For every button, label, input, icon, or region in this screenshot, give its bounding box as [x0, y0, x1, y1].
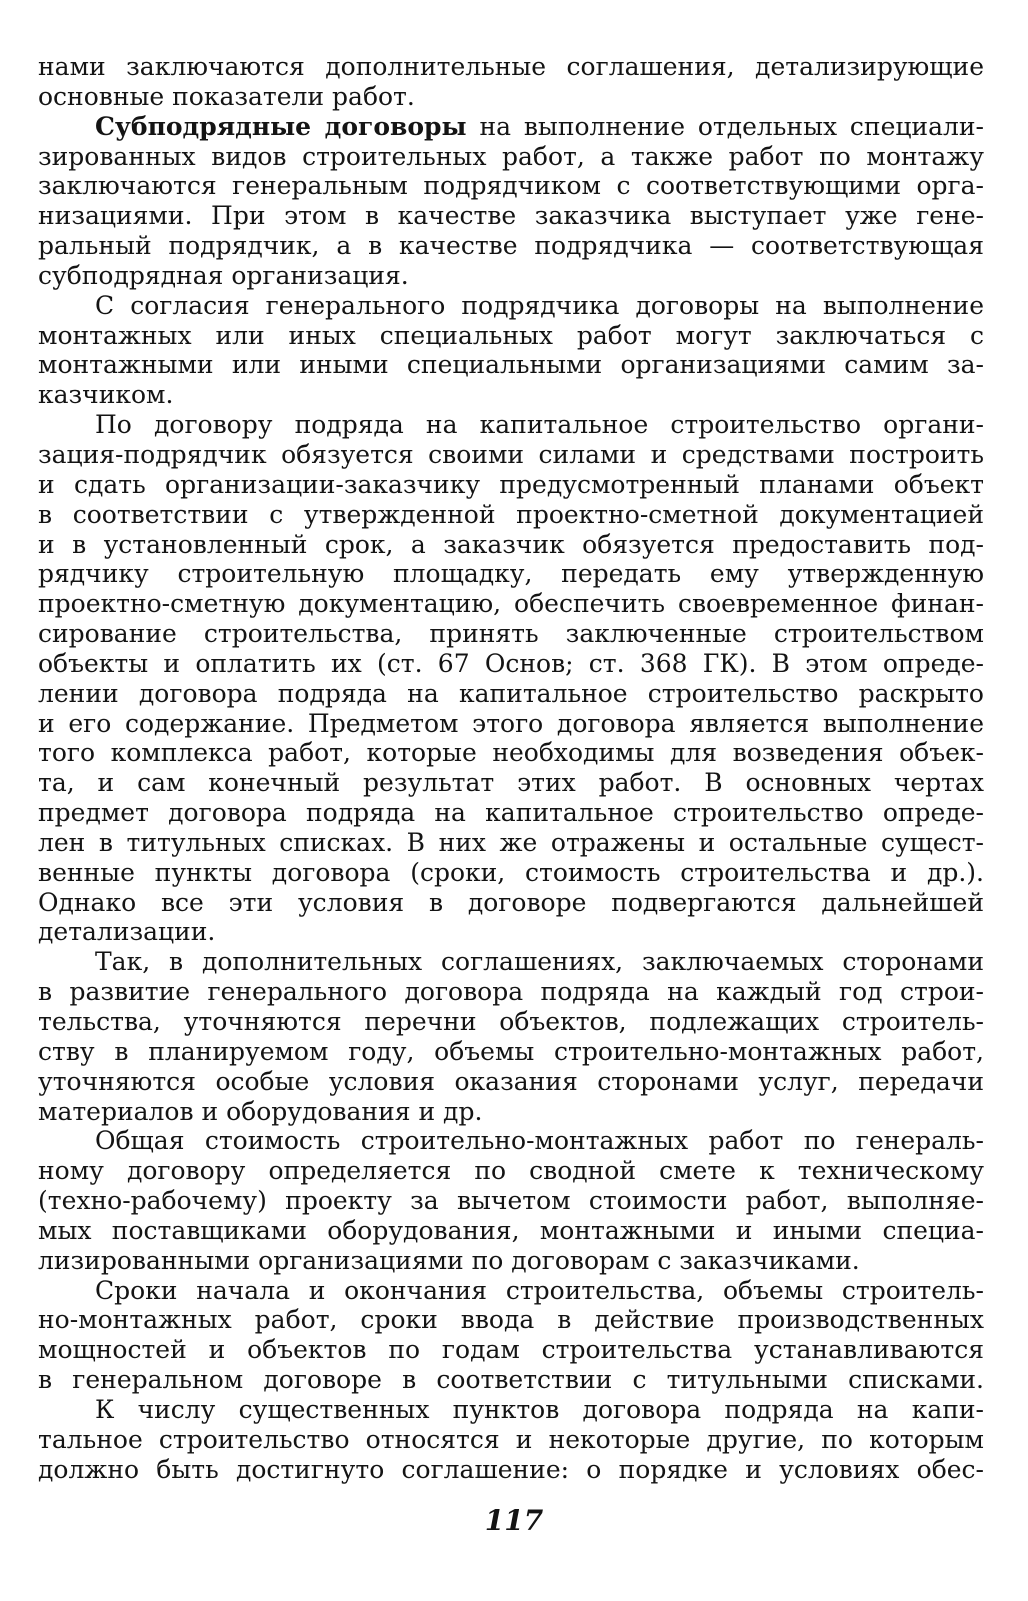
text-line	[38, 112, 984, 142]
line-text: материалов и оборудования и др.	[38, 1096, 483, 1126]
line-text: предмет договора подряда на капитальное строительство опреде-	[38, 798, 984, 828]
line-text: ству в планируемом году, объемы строительно-монтажных работ,	[38, 1036, 984, 1066]
line-text: ральный подрядчик, а в качестве подрядчика — соответствующая	[38, 231, 984, 261]
line-text: и в установленный срок, а заказчик обязуется предоставить под-	[38, 529, 984, 559]
text-line	[38, 1126, 984, 1156]
page-number: 117	[484, 1504, 544, 1537]
line-text: лен в титульных списках. В них же отражены и остальные сущест-	[38, 827, 984, 857]
text-line	[38, 1007, 984, 1037]
line-text: тальное строительство относятся и некоторые другие, по которым	[38, 1424, 984, 1454]
line-text: ному договору определяется по сводной смете к техническому	[38, 1156, 984, 1186]
text-line	[38, 888, 984, 918]
line-text: того комплекса работ, которые необходимы для возведения объек-	[38, 738, 984, 768]
text-line	[38, 1097, 984, 1127]
text-line	[38, 917, 984, 947]
text-line	[38, 380, 984, 410]
text-line	[38, 1455, 984, 1485]
text-line	[38, 1037, 984, 1067]
text-line	[38, 947, 984, 977]
bold-term: Субподрядные договоры	[95, 111, 467, 141]
text-line	[38, 858, 984, 888]
text-line	[38, 828, 984, 858]
text-line	[38, 261, 984, 291]
line-text: тельства, уточняются перечни объектов, подлежащих строитель-	[38, 1007, 984, 1036]
text-line	[38, 440, 984, 470]
text-line	[38, 1395, 984, 1425]
text-line	[38, 798, 984, 828]
line-text: низациями. При этом в качестве заказчика выступает уже гене-	[38, 201, 984, 231]
text-line	[38, 977, 984, 1007]
line-text: детализации.	[38, 917, 216, 947]
text-line	[38, 1246, 984, 1276]
line-text: К числу существенных пунктов договора подряда на капи-	[95, 1394, 984, 1424]
line-text: Однако все эти условия в договоре подвергаются дальнейшей	[38, 887, 984, 917]
line-text: лизированными организациями по договорам с заказчиками.	[38, 1245, 860, 1275]
text-line	[38, 1425, 984, 1455]
text-line	[38, 738, 984, 768]
line-text: сирование строительства, принять заключенные строительством	[38, 619, 984, 649]
line-text: мых поставщиками оборудования, монтажными и иными специа-	[38, 1215, 984, 1245]
text-line	[38, 1067, 984, 1097]
line-text: зация-подрядчик обязуется своими силами и средствами построить	[38, 439, 984, 469]
text-line	[38, 649, 984, 679]
line-text: монтажных или иных специальных работ могут заключаться с	[38, 320, 984, 350]
page-body	[38, 52, 984, 1485]
line-text: заключаются генеральным подрядчиком с соответствующими орга-	[38, 171, 984, 201]
text-line	[38, 559, 984, 589]
line-text: основные показатели работ.	[38, 81, 415, 111]
text-line	[38, 410, 984, 440]
text-line	[38, 142, 984, 172]
text-line	[38, 589, 984, 619]
text-line	[38, 321, 984, 351]
line-text: уточняются особые условия оказания сторонами услуг, передачи	[38, 1066, 984, 1096]
text-line	[38, 171, 984, 201]
text-line	[38, 619, 984, 649]
line-text: казчиком.	[38, 380, 174, 410]
text-line	[38, 1365, 984, 1395]
line-text: в соответствии с утвержденной проектно-сметной документацией	[38, 499, 984, 529]
text-line	[38, 350, 984, 380]
line-text: и сдать организации-заказчику предусмотренный планами объект	[38, 469, 984, 499]
line-text: субподрядная организация.	[38, 260, 409, 290]
line-text: в генеральном договоре в соответствии с титульными списками.	[38, 1365, 984, 1395]
text-line	[38, 709, 984, 739]
line-text: нами заключаются дополнительные соглашения, детализирующие	[38, 52, 984, 81]
line-text: Сроки начала и окончания строительства, объемы строитель-	[95, 1275, 984, 1305]
text-line	[38, 201, 984, 231]
text-line	[38, 1305, 984, 1335]
text-line	[38, 768, 984, 798]
line-text: объекты и оплатить их (ст. 67 Основ; ст. 368 ГК). В этом опреде-	[38, 648, 984, 678]
line-text: Так, в дополнительных соглашениях, заключаемых сторонами	[95, 947, 984, 977]
line-text: та, и сам конечный результат этих работ. В основных чертах	[38, 768, 984, 798]
line-text: По договору подряда на капитальное строительство органи-	[95, 410, 984, 440]
line-text: зированных видов строительных работ, а также работ по монтажу	[38, 141, 984, 171]
text-line	[38, 530, 984, 560]
line-text: и его содержание. Предметом этого договора является выполнение	[38, 708, 984, 738]
line-text: должно быть достигнуто соглашение: о порядке и условиях обес-	[38, 1454, 984, 1484]
text-line	[38, 1276, 984, 1306]
line-text: (техно-рабочему) проекту за вычетом стоимости работ, выполняе-	[38, 1186, 984, 1216]
text-line	[38, 231, 984, 261]
line-text: Общая стоимость строительно-монтажных работ по генераль-	[95, 1126, 984, 1156]
text-line	[38, 679, 984, 709]
text-line	[38, 291, 984, 321]
line-text: лении договора подряда на капитальное строительство раскрыто	[38, 678, 984, 708]
line-text: монтажными или иными специальными организациями самим за-	[38, 350, 984, 380]
text-line	[38, 82, 984, 112]
text-line	[38, 1216, 984, 1246]
line-text: рядчику строительную площадку, передать ему утвержденную	[38, 559, 984, 589]
text-line	[38, 1335, 984, 1365]
text-line	[38, 52, 984, 82]
line-text: венные пункты договора (сроки, стоимость строительства и др.).	[38, 857, 984, 887]
line-text: мощностей и объектов по годам строительства устанавливаются	[38, 1335, 984, 1365]
text-line	[38, 1186, 984, 1216]
line-text: в развитие генерального договора подряда на каждый год строи-	[38, 977, 984, 1007]
text-line	[38, 470, 984, 500]
line-text: но-монтажных работ, сроки ввода в действие производственных	[38, 1305, 984, 1335]
text-line	[38, 1156, 984, 1186]
text-line	[38, 500, 984, 530]
line-text: на выполнение отдельных специали-	[479, 111, 984, 141]
line-text: проектно-сметную документацию, обеспечить своевременное финан-	[38, 589, 984, 619]
line-text: С согласия генерального подрядчика договоры на выполнение	[95, 290, 984, 320]
